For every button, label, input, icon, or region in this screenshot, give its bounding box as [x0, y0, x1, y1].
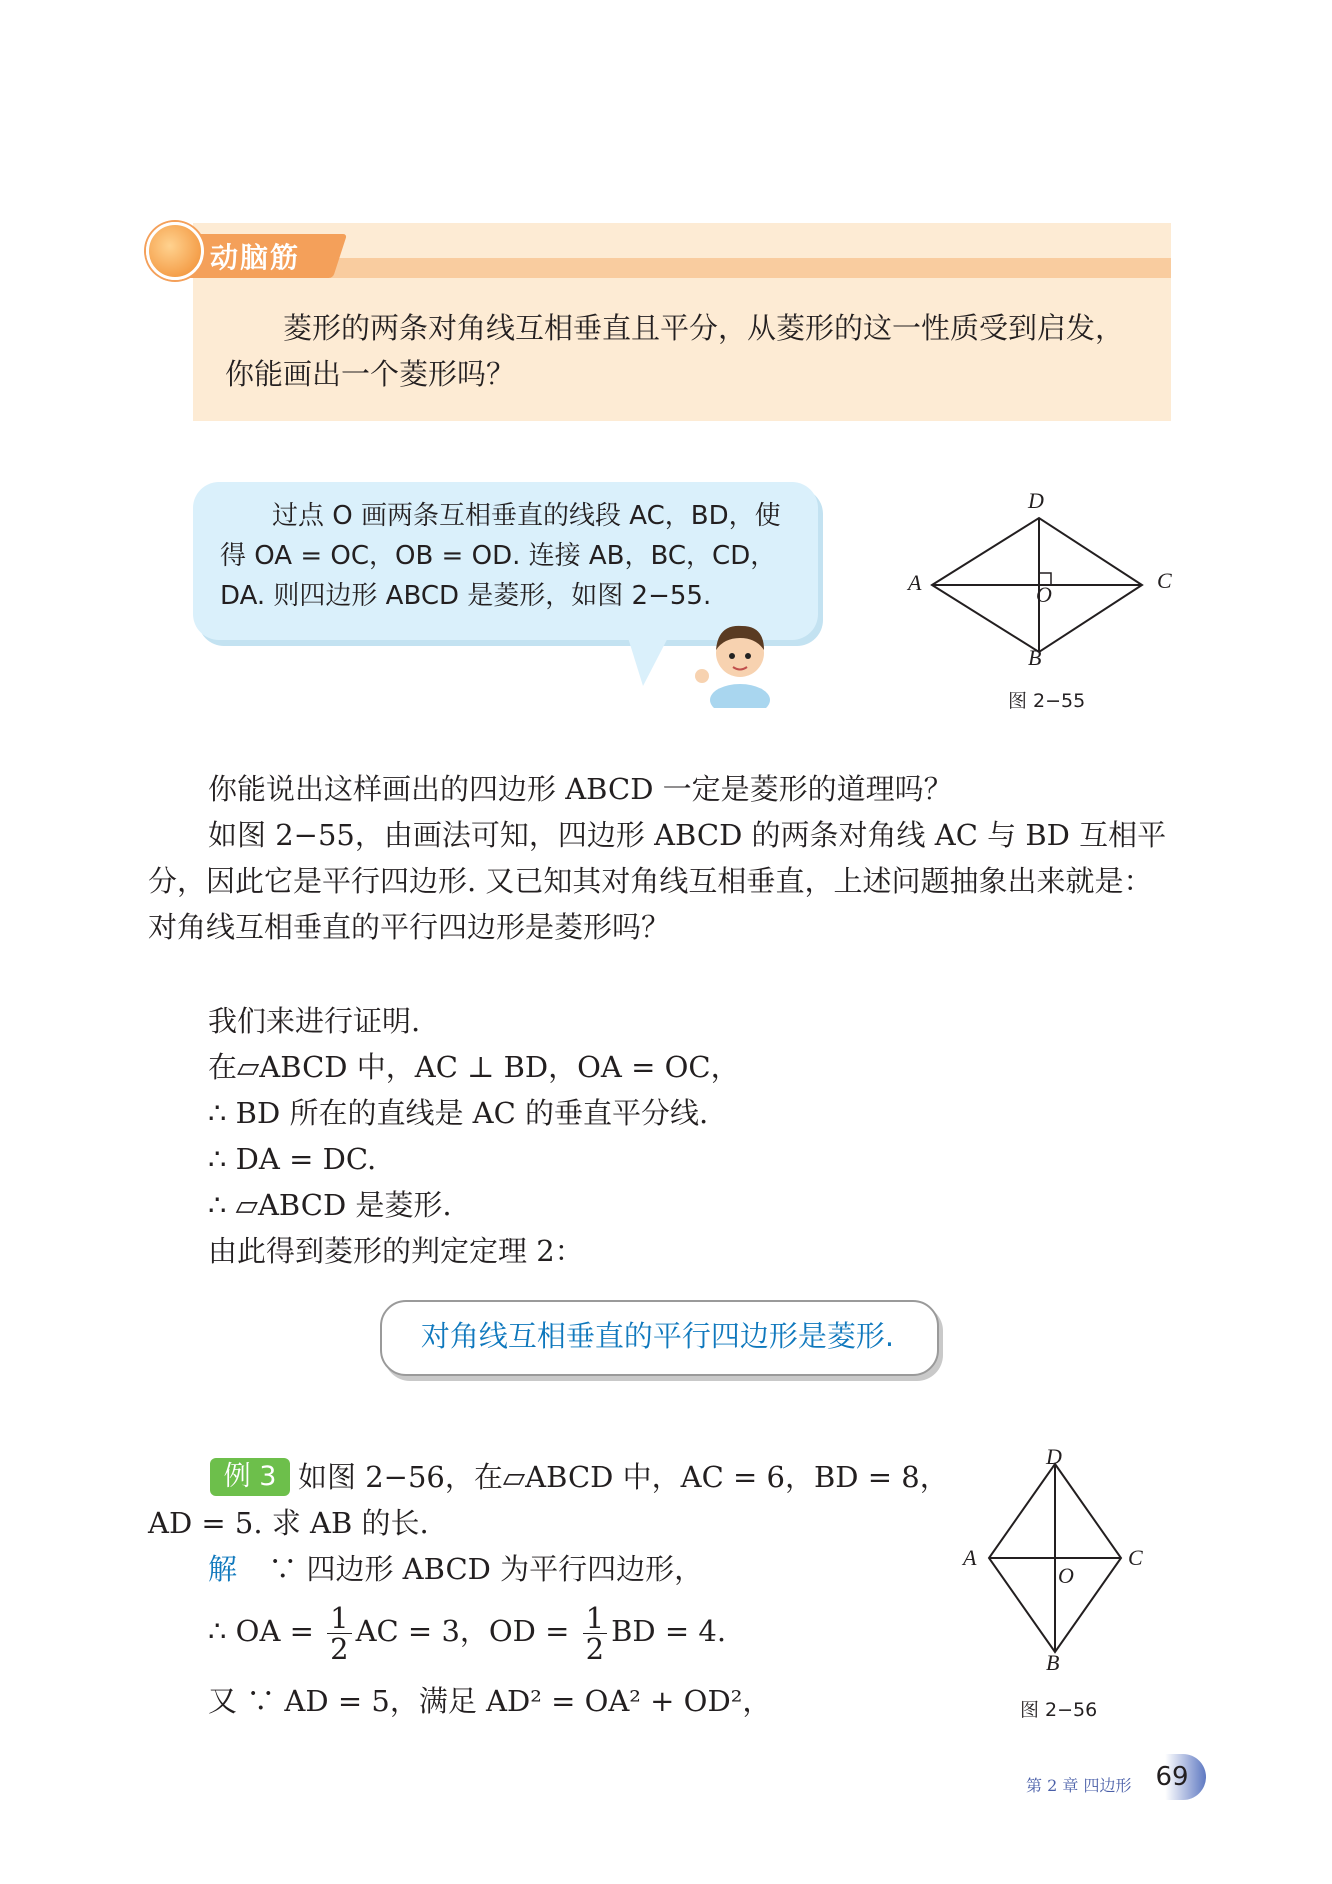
- label-O-2-55: O: [1036, 582, 1052, 607]
- speech-bubble-text: 过点 O 画两条互相垂直的线段 AC，BD，使得 OA = OC，OB = OD. 连接 AB，BC，CD，DA. 则四边形 ABCD 是菱形，如图 2−55.: [220, 501, 781, 611]
- boy-illustration: [690, 608, 780, 708]
- proof-line: ∴ ▱ABCD 是菱形.: [208, 1188, 452, 1222]
- paragraph-line: 对角线互相垂直的平行四边形是菱形吗？: [148, 910, 671, 944]
- figure-caption-2-56: 图 2−56: [1020, 1699, 1098, 1721]
- proof-line: ∴ BD 所在的直线是 AC 的垂直平分线.: [208, 1096, 709, 1130]
- label-A-2-56: A: [963, 1545, 977, 1570]
- solution-line: 又 ∵ AD = 5，满足 AD² = OA² + OD²，: [208, 1684, 772, 1718]
- label-B-2-56: B: [1046, 1650, 1060, 1675]
- proof-line: 在▱ABCD 中，AC ⊥ BD，OA = OC，: [208, 1050, 740, 1084]
- think-header-strip: [330, 258, 1171, 278]
- theorem-text: 对角线互相垂直的平行四边形是菱形.: [420, 1319, 895, 1353]
- solution-text: AC = 3，OD =: [355, 1614, 579, 1648]
- think-title: 动脑筋: [210, 241, 301, 274]
- label-D-2-56: D: [1046, 1444, 1062, 1469]
- paragraph-line: 分，因此它是平行四边形. 又已知其对角线互相垂直，上述问题抽象出来就是：: [148, 864, 1153, 898]
- example-line: 如图 2−56，在▱ABCD 中，AC = 6，BD = 8，: [298, 1460, 949, 1494]
- paragraph-question: 你能说出这样画出的四边形 ABCD 一定是菱形的道理吗？: [208, 772, 953, 806]
- fraction-one-half: $\frac{1}{2}$: [327, 1603, 351, 1664]
- gear-icon: [146, 222, 204, 280]
- solution-line: [208, 1546, 703, 1592]
- proof-conclusion: 由此得到菱形的判定定理 2：: [208, 1234, 584, 1268]
- label-C-2-55: C: [1157, 568, 1172, 593]
- label-A-2-55: A: [908, 570, 922, 595]
- speech-bubble-tail: [625, 628, 673, 686]
- label-B-2-55: B: [1028, 645, 1042, 670]
- figure-caption-2-55: 图 2−55: [1008, 690, 1086, 712]
- proof-intro: 我们来进行证明.: [208, 1004, 421, 1038]
- solution-text: ∴ OA =: [208, 1614, 324, 1648]
- paragraph-line: 如图 2−55，由画法可知，四边形 ABCD 的两条对角线 AC 与 BD 互相平: [208, 818, 1167, 852]
- solution-fraction-line: [208, 1596, 726, 1666]
- label-O-2-56: O: [1058, 1563, 1074, 1588]
- example-line: AD = 5. 求 AB 的长.: [148, 1506, 429, 1540]
- solution-text: BD = 4.: [611, 1614, 727, 1648]
- page-number: 69: [1138, 1754, 1206, 1800]
- label-C-2-56: C: [1128, 1545, 1143, 1570]
- label-D-2-55: D: [1028, 488, 1044, 513]
- example-badge: 例 3: [210, 1458, 290, 1496]
- solve-label: 解: [208, 1552, 238, 1586]
- think-text: 菱形的两条对角线互相垂直且平分，从菱形的这一性质受到启发，你能画出一个菱形吗？: [225, 311, 1125, 391]
- fraction-one-half: $\frac{1}{2}$: [583, 1603, 607, 1664]
- solution-text: ∵ 四边形 ABCD 为平行四边形，: [268, 1552, 704, 1586]
- footer-chapter: 第 2 章 四边形: [1026, 1776, 1132, 1795]
- proof-line: ∴ DA = DC.: [208, 1142, 377, 1176]
